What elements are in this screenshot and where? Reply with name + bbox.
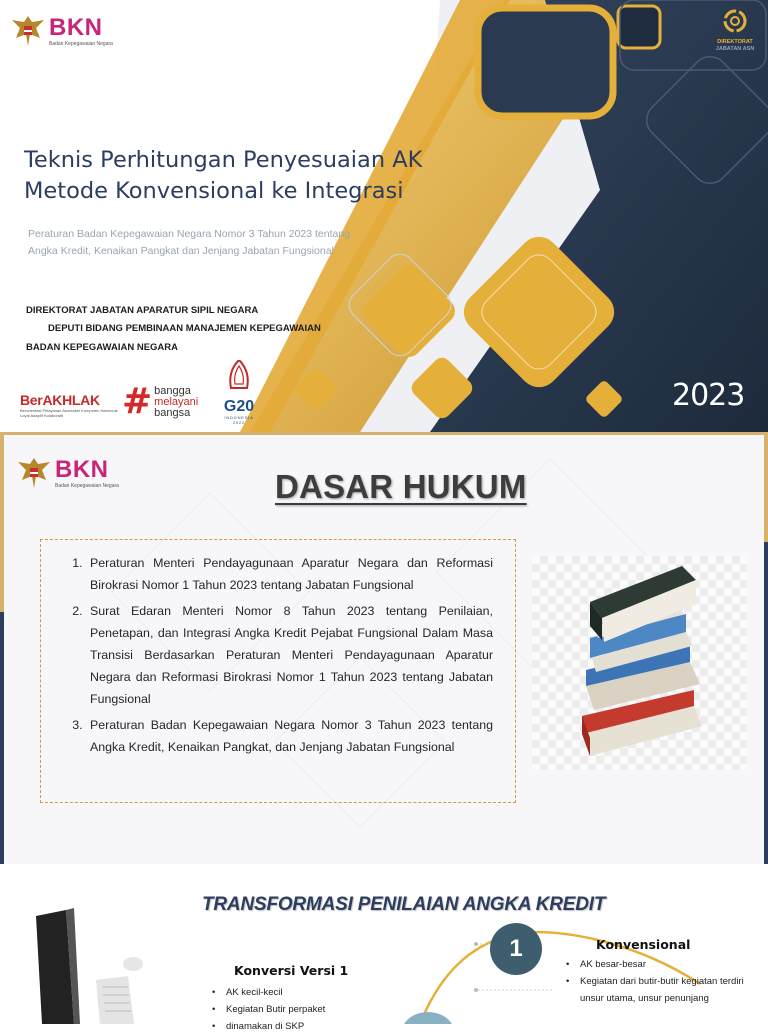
title-slide <box>0 0 768 432</box>
list-item: 1. Peraturan Menteri Pendayagunaan Aparatur Negara dan Reformasi Birokrasi Nomor 1 Tahun 2023 tentang Jabatan Fungsional <box>86 552 493 596</box>
garuda-emblem-icon <box>16 454 52 492</box>
bangga-line-2: melayani <box>154 395 199 408</box>
garuda-emblem-icon <box>10 12 46 50</box>
list-item: • dinamakan di SKP <box>212 1018 362 1035</box>
konvensional-heading: Konvensional <box>596 937 691 952</box>
org-line-1: DIREKTORAT JABATAN APARATUR SIPIL NEGARA <box>26 305 259 316</box>
list-item: • Kegiatan dari butir-butir kegiatan terdiri unsur utama, unsur penunjang <box>566 973 766 1007</box>
list-item: • AK kecil-kecil <box>212 984 362 1001</box>
bkn-wordmark: BKN <box>55 455 109 483</box>
slide-title: TRANSFORMASI PENILAIAN ANGKA KREDIT <box>202 894 606 915</box>
subtitle-line-2: Angka Kredit, Kenaikan Pangkat dan Jenjang Jabatan Fungsional <box>28 244 334 257</box>
direktorat-ring-icon <box>722 8 748 34</box>
dir-logo-line2: JABATAN ASN <box>715 46 755 52</box>
list-item: 3. Peraturan Badan Kepegawaian Negara Nomor 3 Tahun 2023 tentang Angka Kredit, Kenaikan Pangkat, dan Jenjang Jabatan Fungsional <box>86 714 493 758</box>
org-line-3: BADAN KEPEGAWAIAN NEGARA <box>26 342 179 353</box>
bkn-subtitle: Badan Kepegawaian Negara <box>55 482 119 489</box>
list-item: • AK besar-besar <box>566 956 766 973</box>
presentation-title <box>24 145 494 207</box>
g20-indonesia-logo <box>216 360 262 425</box>
dir-logo-line1: DIREKTORAT <box>717 39 753 45</box>
bangga-melayani-bangsa-logo <box>122 381 199 422</box>
legal-basis-list-box <box>40 539 516 803</box>
decorative-geometric-background <box>0 0 768 432</box>
presentation-subtitle <box>28 226 388 259</box>
g20-indonesia: INDONESIA <box>224 415 254 420</box>
slide-title: DASAR HUKUM <box>275 468 527 505</box>
bkn-logo-small <box>16 454 119 492</box>
konversi-list <box>212 984 362 1035</box>
bkn-logo <box>10 12 113 50</box>
bangga-line-1: bangga <box>154 384 191 397</box>
title-line-2: Metode Konvensional ke Integrasi <box>24 178 404 204</box>
konvensional-list <box>566 956 766 1007</box>
hashtag-mark: # <box>122 381 153 422</box>
step-number-badge: 1 <box>490 923 542 975</box>
konversi-heading: Konversi Versi 1 <box>234 963 349 978</box>
stacked-books-icon <box>532 556 746 770</box>
year-label: 2023 <box>672 378 745 413</box>
legal-basis-list <box>63 552 493 758</box>
berakhlak-logo <box>20 392 120 418</box>
list-item: • Kegiatan Butir perpaket <box>212 1001 362 1018</box>
org-line-2: DEPUTI BIDANG PEMBINAAN MANAJEMEN KEPEGAWAIAN <box>48 323 321 334</box>
g20-gunungan-icon <box>227 360 251 394</box>
bkn-subtitle: Badan Kepegawaian Negara <box>49 40 113 47</box>
books-image <box>532 556 746 770</box>
direktorat-jabatan-asn-logo <box>706 8 764 53</box>
g20-year: 2022 <box>232 420 246 425</box>
bangga-line-3: bangsa <box>154 406 191 419</box>
subtitle-line-1: Peraturan Badan Kepegawaian Negara Nomor 3 Tahun 2023 tentang <box>28 228 351 240</box>
g20-mark: G20 <box>223 398 255 415</box>
berakhlak-tagline: Berorientasi Pelayanan Akuntabel Kompeten Harmonis Loyal Adaptif Kolaboratif <box>20 408 118 418</box>
title-line-1: Teknis Perhitungan Penyesuaian AK <box>24 147 423 173</box>
berakhlak-wordmark: BerAKHLAK <box>20 392 100 408</box>
list-item: 2. Surat Edaran Menteri Nomor 8 Tahun 2023 tentang Penilaian, Penetapan, dan Integrasi Angka Kredit Pejabat Fungsional Dalam Masa Transisi Berdasarkan Peraturan Menteri Pendayagunaan Aparatur Negara dan Reformasi Birokrasi Nomor 1 Tahun 2023 tentang Jabatan Fungsional <box>86 600 493 710</box>
bkn-wordmark: BKN <box>49 13 103 41</box>
